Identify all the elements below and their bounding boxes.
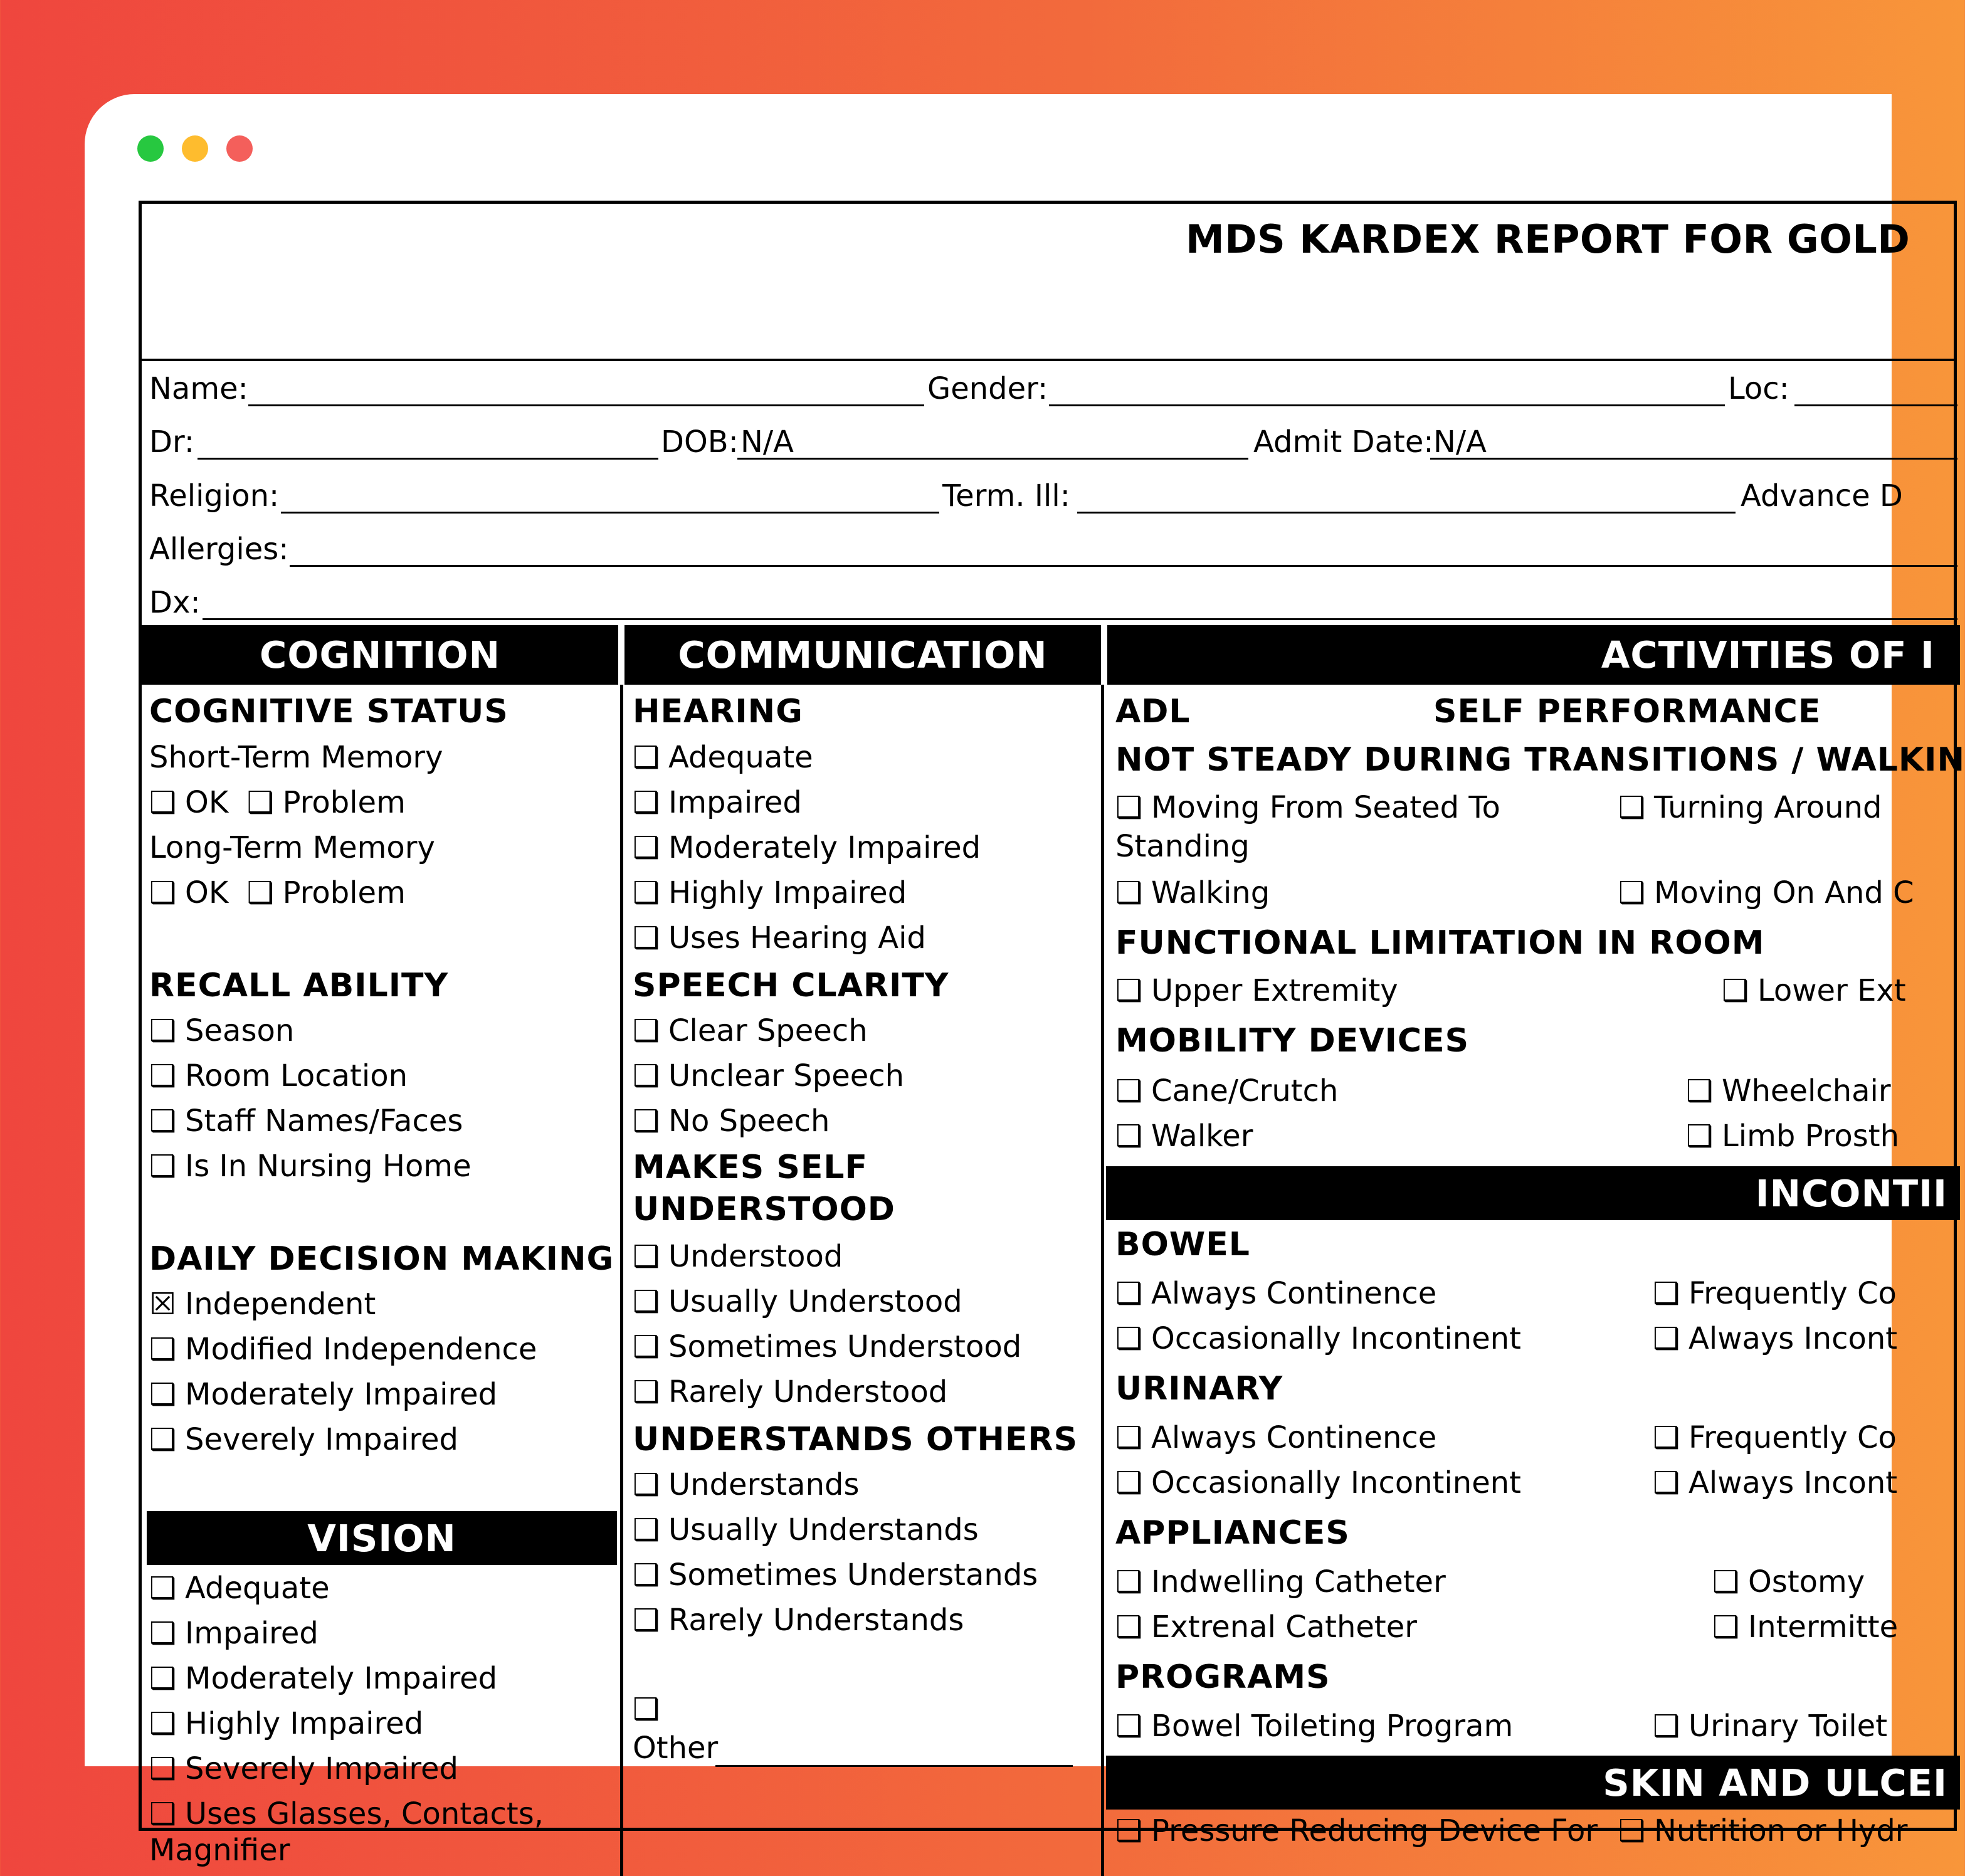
bowel-checkbox[interactable]: ❑	[1115, 1276, 1143, 1311]
dob-value: N/A	[740, 424, 794, 460]
turning-checkbox[interactable]: ❑	[1618, 790, 1646, 825]
program-label: Bowel Toileting Program	[1151, 1709, 1514, 1744]
short-term-ok-checkbox[interactable]: ❑	[149, 785, 177, 820]
upper-extremity-label: Upper Extremity	[1151, 973, 1398, 1008]
others-option	[633, 1467, 859, 1504]
others-checkbox[interactable]: ❑	[633, 1512, 660, 1547]
upper-extremity-option	[1115, 973, 1398, 1009]
admit-label: Admit Date:	[1253, 424, 1434, 460]
skin-checkbox[interactable]: ❑	[1618, 1813, 1646, 1848]
decision-label: Moderately Impaired	[185, 1377, 498, 1412]
hearing-checkbox[interactable]: ❑	[633, 920, 660, 956]
others-checkbox[interactable]: ❑	[633, 1603, 660, 1638]
short-term-problem-checkbox[interactable]: ❑	[246, 785, 274, 820]
speech-label: Clear Speech	[668, 1013, 868, 1048]
appliance-label: Extrenal Catheter	[1151, 1610, 1418, 1645]
appliance-checkbox[interactable]: ❑	[1115, 1610, 1143, 1645]
appliance-checkbox[interactable]: ❑	[1712, 1610, 1740, 1645]
recall-label: Season	[185, 1013, 295, 1048]
term-ill-field[interactable]	[1077, 512, 1736, 514]
makes-checkbox[interactable]: ❑	[633, 1329, 660, 1364]
admit-value: N/A	[1433, 424, 1487, 460]
appliance-option	[1115, 1564, 1446, 1601]
recall-option	[149, 1149, 471, 1185]
loc-label: Loc:	[1728, 371, 1789, 406]
dr-field[interactable]	[198, 458, 658, 460]
moving-seated-option	[1115, 790, 1500, 826]
adl-label: ADL	[1115, 693, 1191, 730]
makes-label: Usually Understood	[668, 1284, 962, 1319]
column-divider-1	[620, 685, 623, 1876]
hearing-label: Impaired	[668, 785, 802, 820]
vision-label: Impaired	[185, 1616, 319, 1651]
allergies-label: Allergies:	[149, 532, 289, 567]
speech-option	[633, 1013, 868, 1050]
recall-option	[149, 1013, 294, 1050]
skin-label: Pressure Reducing Device For	[1151, 1813, 1598, 1848]
cane-checkbox[interactable]: ❑	[1115, 1073, 1143, 1109]
vision-checkbox[interactable]: ❑	[149, 1616, 177, 1651]
vision-option	[149, 1616, 319, 1652]
vision-option	[149, 1661, 497, 1697]
cognitive-status-title: COGNITIVE STATUS	[149, 693, 508, 730]
makes-option	[633, 1329, 1021, 1366]
programs-title: PROGRAMS	[1115, 1658, 1330, 1696]
others-option	[633, 1512, 979, 1549]
speech-option	[633, 1058, 904, 1095]
hearing-checkbox[interactable]: ❑	[633, 785, 660, 820]
decision-label: Independent	[185, 1287, 376, 1322]
recall-option	[149, 1058, 408, 1095]
bowel-option	[1653, 1321, 1897, 1357]
turning-label: Turning Around	[1654, 790, 1882, 825]
vision-option	[149, 1571, 330, 1607]
bowel-label: Frequently Co	[1688, 1276, 1897, 1311]
appliance-checkbox[interactable]: ❑	[1115, 1564, 1143, 1599]
bowel-checkbox[interactable]: ❑	[1653, 1321, 1680, 1356]
others-label: Understands	[668, 1467, 860, 1502]
decision-option	[149, 1332, 537, 1368]
hearing-label: Highly Impaired	[668, 875, 907, 910]
bowel-option	[1115, 1321, 1521, 1357]
hearing-label: Adequate	[668, 740, 813, 775]
window-close-icon[interactable]	[137, 135, 164, 162]
appliance-label: Indwelling Catheter	[1151, 1564, 1446, 1599]
urinary-label: Always Incont	[1688, 1465, 1898, 1500]
hearing-label: Uses Hearing Aid	[668, 920, 926, 956]
vision-checkbox[interactable]: ❑	[149, 1751, 177, 1786]
urinary-option	[1653, 1420, 1897, 1457]
speech-option	[633, 1104, 830, 1140]
speech-checkbox[interactable]: ❑	[633, 1013, 660, 1048]
understands-others-title: UNDERSTANDS OTHERS	[633, 1421, 1078, 1458]
long-term-problem-checkbox[interactable]: ❑	[246, 875, 274, 910]
limb-label: Limb Prosth	[1722, 1119, 1899, 1154]
cane-option	[1115, 1073, 1338, 1110]
limb-checkbox[interactable]: ❑	[1686, 1119, 1714, 1154]
cognition-header: COGNITION	[142, 625, 618, 685]
appliances-title: APPLIANCES	[1115, 1514, 1350, 1552]
moving-on-label: Moving On And C	[1654, 875, 1914, 910]
walking-label: Walking	[1151, 875, 1270, 910]
urinary-title: URINARY	[1115, 1370, 1283, 1408]
others-checkbox[interactable]: ❑	[633, 1467, 660, 1502]
speech-checkbox[interactable]: ❑	[633, 1058, 660, 1093]
moving-on-option	[1618, 875, 1914, 912]
kardex-form	[139, 201, 1965, 1868]
standing-text: Standing	[1115, 829, 1250, 864]
moving-seated-checkbox[interactable]: ❑	[1115, 790, 1143, 825]
other-checkbox[interactable]: ❑	[633, 1692, 660, 1727]
gender-field[interactable]	[1049, 404, 1725, 406]
not-steady-title: NOT STEADY DURING TRANSITIONS / WALKIN	[1115, 741, 1965, 779]
wheelchair-checkbox[interactable]: ❑	[1686, 1073, 1714, 1109]
recall-label: Room Location	[185, 1058, 408, 1093]
recall-checkbox[interactable]: ❑	[149, 1149, 177, 1184]
hearing-checkbox[interactable]: ❑	[633, 875, 660, 910]
skin-option	[1618, 1813, 1908, 1850]
recall-checkbox[interactable]: ❑	[149, 1013, 177, 1048]
vision-checkbox[interactable]: ❑	[149, 1796, 177, 1831]
dx-field[interactable]	[203, 618, 1957, 620]
vision-label: Uses Glasses, Contacts,	[185, 1796, 544, 1831]
hearing-option	[633, 740, 813, 776]
dob-field[interactable]	[737, 458, 1248, 460]
program-option	[1653, 1709, 1887, 1745]
turning-option	[1618, 790, 1882, 826]
speech-label: No Speech	[668, 1104, 830, 1139]
hearing-checkbox[interactable]: ❑	[633, 740, 660, 775]
admit-field[interactable]	[1430, 458, 1957, 460]
vision-checkbox[interactable]: ❑	[149, 1706, 177, 1741]
short-term-memory-options	[149, 785, 406, 821]
other-field[interactable]	[715, 1765, 1073, 1767]
program-option	[1115, 1709, 1513, 1745]
makes-self-title: MAKES SELF	[633, 1149, 868, 1186]
term-ill-label: Term. Ill:	[942, 478, 1070, 514]
religion-field[interactable]	[281, 512, 939, 514]
appliance-option	[1712, 1564, 1865, 1601]
functional-limitation-title: FUNCTIONAL LIMITATION IN ROOM	[1115, 924, 1765, 962]
vision-option	[149, 1706, 423, 1742]
advance-label: Advance D	[1741, 478, 1903, 514]
urinary-option	[1115, 1420, 1436, 1457]
makes-label: Rarely Understood	[668, 1374, 948, 1410]
religion-label: Religion:	[149, 478, 280, 514]
gender-label: Gender:	[927, 371, 1048, 406]
walker-label: Walker	[1151, 1119, 1253, 1154]
decision-option	[149, 1287, 376, 1323]
hearing-option	[633, 920, 926, 957]
speech-checkbox[interactable]: ❑	[633, 1104, 660, 1139]
vision-option	[149, 1796, 544, 1833]
program-label: Urinary Toilet	[1688, 1709, 1888, 1744]
long-term-ok-checkbox[interactable]: ❑	[149, 875, 177, 910]
makes-checkbox[interactable]: ❑	[633, 1374, 660, 1410]
recall-option	[149, 1104, 463, 1140]
program-checkbox[interactable]: ❑	[1115, 1709, 1143, 1744]
vision-label: Highly Impaired	[185, 1706, 424, 1741]
decision-option	[149, 1422, 458, 1458]
appliance-checkbox[interactable]: ❑	[1712, 1564, 1740, 1599]
decision-checked-checkbox[interactable]: ☒	[149, 1287, 177, 1322]
loc-field[interactable]	[1794, 404, 1957, 406]
makes-checkbox[interactable]: ❑	[633, 1284, 660, 1319]
makes-option	[633, 1239, 843, 1275]
name-label: Name:	[149, 371, 248, 406]
recall-ability-title: RECALL ABILITY	[149, 967, 449, 1004]
vision-label: Moderately Impaired	[185, 1661, 498, 1696]
dx-label: Dx:	[149, 585, 201, 620]
decision-label: Severely Impaired	[185, 1422, 458, 1457]
bowel-checkbox[interactable]: ❑	[1653, 1276, 1680, 1311]
long-term-memory-label: Long-Term Memory	[149, 830, 435, 865]
other-label: Other	[633, 1731, 719, 1766]
moving-on-checkbox[interactable]: ❑	[1618, 875, 1646, 910]
hearing-checkbox[interactable]: ❑	[633, 830, 660, 865]
makes-option	[633, 1284, 962, 1320]
dob-label: DOB:	[661, 424, 739, 460]
bowel-checkbox[interactable]: ❑	[1115, 1321, 1143, 1356]
urinary-checkbox[interactable]: ❑	[1115, 1420, 1143, 1455]
program-checkbox[interactable]: ❑	[1653, 1709, 1680, 1744]
dr-label: Dr:	[149, 424, 195, 460]
makes-label: Understood	[668, 1239, 843, 1274]
name-field[interactable]	[248, 404, 924, 406]
hearing-option	[633, 785, 802, 821]
hearing-label: Moderately Impaired	[668, 830, 981, 865]
wheelchair-option	[1686, 1073, 1891, 1110]
walking-checkbox[interactable]: ❑	[1115, 875, 1143, 910]
short-term-problem-label: Problem	[282, 785, 406, 820]
vision-wrap-text: Magnifier	[149, 1833, 290, 1868]
recall-checkbox[interactable]: ❑	[149, 1104, 177, 1139]
allergies-field[interactable]	[290, 565, 1957, 567]
bowel-option	[1653, 1276, 1897, 1312]
skin-option	[1115, 1813, 1598, 1850]
others-checkbox[interactable]: ❑	[633, 1557, 660, 1593]
short-term-memory-label: Short-Term Memory	[149, 740, 443, 775]
bowel-title: BOWEL	[1115, 1226, 1250, 1263]
understood-title: UNDERSTOOD	[633, 1191, 895, 1228]
long-term-memory-options	[149, 875, 406, 912]
column-divider-2	[1101, 685, 1104, 1876]
recall-label: Is In Nursing Home	[185, 1149, 471, 1184]
urinary-option	[1115, 1465, 1521, 1502]
walker-checkbox[interactable]: ❑	[1115, 1119, 1143, 1154]
others-label: Rarely Understands	[668, 1603, 964, 1638]
urinary-checkbox[interactable]: ❑	[1653, 1420, 1680, 1455]
lower-extremity-option	[1722, 973, 1906, 1009]
appliance-option	[1115, 1610, 1417, 1646]
long-term-ok-label: OK	[185, 875, 229, 910]
form-title: MDS KARDEX REPORT FOR GOLD	[1186, 216, 1910, 262]
urinary-option	[1653, 1465, 1897, 1502]
short-term-ok-label: OK	[185, 785, 229, 820]
vision-checkbox[interactable]: ❑	[149, 1661, 177, 1696]
moving-seated-label: Moving From Seated To	[1151, 790, 1500, 825]
skin-header: SKIN AND ULCEI	[1106, 1756, 1960, 1810]
title-divider	[142, 359, 1954, 361]
appliance-label: Ostomy	[1748, 1564, 1865, 1599]
vision-checkbox[interactable]: ❑	[149, 1571, 177, 1606]
cane-label: Cane/Crutch	[1151, 1073, 1339, 1109]
daily-decision-title: DAILY DECISION MAKING	[149, 1240, 614, 1278]
wheelchair-label: Wheelchair	[1722, 1073, 1891, 1109]
recall-label: Staff Names/Faces	[185, 1104, 463, 1139]
skin-checkbox[interactable]: ❑	[1115, 1813, 1143, 1848]
incontinence-header: INCONTII	[1106, 1166, 1960, 1220]
speech-clarity-title: SPEECH CLARITY	[633, 967, 949, 1004]
appliance-option	[1712, 1610, 1898, 1646]
urinary-label: Frequently Co	[1688, 1420, 1897, 1455]
makes-checkbox[interactable]: ❑	[633, 1239, 660, 1274]
others-label: Usually Understands	[668, 1512, 979, 1547]
vision-header: VISION	[147, 1511, 617, 1565]
window-minimize-icon[interactable]	[182, 135, 208, 162]
urinary-checkbox[interactable]: ❑	[1653, 1465, 1680, 1500]
bowel-label: Occasionally Incontinent	[1151, 1321, 1521, 1356]
walker-option	[1115, 1119, 1253, 1155]
hearing-option	[633, 875, 907, 912]
bowel-label: Always Continence	[1151, 1276, 1437, 1311]
decision-option	[149, 1377, 497, 1413]
app-window	[85, 94, 1965, 1868]
urinary-checkbox[interactable]: ❑	[1115, 1465, 1143, 1500]
recall-checkbox[interactable]: ❑	[149, 1058, 177, 1093]
vision-option	[149, 1751, 458, 1788]
bowel-option	[1115, 1276, 1436, 1312]
self-performance-label: SELF PERFORMANCE	[1433, 693, 1821, 730]
decision-checkbox[interactable]: ❑	[149, 1422, 177, 1457]
appliance-label: Intermitte	[1748, 1610, 1899, 1645]
mobility-devices-title: MOBILITY DEVICES	[1115, 1022, 1470, 1060]
decision-label: Modified Independence	[185, 1332, 537, 1367]
skin-label: Nutrition or Hydr	[1654, 1813, 1908, 1848]
others-option	[633, 1603, 964, 1639]
vision-label: Adequate	[185, 1571, 330, 1606]
lower-extremity-label: Lower Ext	[1757, 973, 1906, 1008]
upper-extremity-checkbox[interactable]: ❑	[1115, 973, 1143, 1008]
window-maximize-icon[interactable]	[226, 135, 253, 162]
limb-option	[1686, 1119, 1899, 1155]
decision-checkbox[interactable]: ❑	[149, 1332, 177, 1367]
walking-option	[1115, 875, 1270, 912]
hearing-title: HEARING	[633, 693, 803, 730]
decision-checkbox[interactable]: ❑	[149, 1377, 177, 1412]
makes-option	[633, 1374, 947, 1411]
urinary-label: Occasionally Incontinent	[1151, 1465, 1521, 1500]
bowel-label: Always Incont	[1688, 1321, 1898, 1356]
others-label: Sometimes Understands	[668, 1557, 1038, 1593]
hearing-option	[633, 830, 981, 867]
lower-extremity-checkbox[interactable]: ❑	[1722, 973, 1749, 1008]
others-option	[633, 1557, 1038, 1594]
makes-label: Sometimes Understood	[668, 1329, 1022, 1364]
communication-header: COMMUNICATION	[624, 625, 1101, 685]
vision-label: Severely Impaired	[185, 1751, 458, 1786]
long-term-problem-label: Problem	[282, 875, 406, 910]
urinary-label: Always Continence	[1151, 1420, 1437, 1455]
speech-label: Unclear Speech	[668, 1058, 905, 1093]
adl-header: ACTIVITIES OF I	[1107, 625, 1960, 685]
